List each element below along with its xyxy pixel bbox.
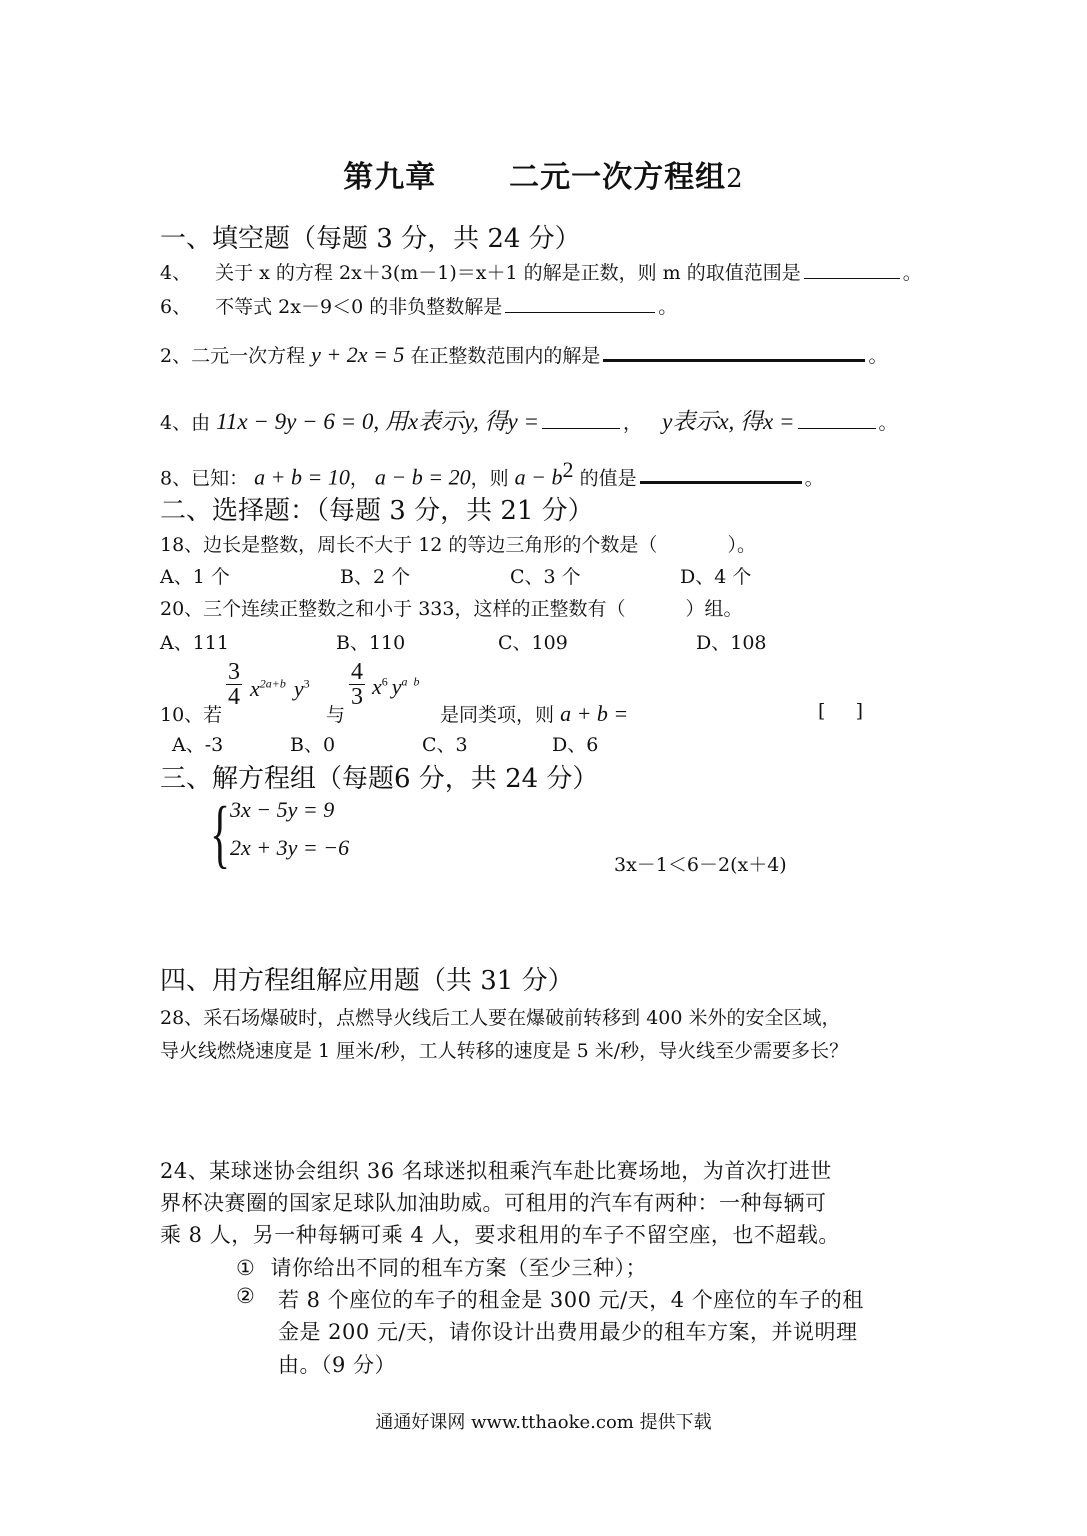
s2-question-1: 18、边长是整数，周长不大于 12 的等边三角形的个数是（ ）。 — [160, 534, 756, 556]
s4-q1-line-1: 28、采石场爆破时，点燃导火线后工人要在爆破前转移到 400 米外的安全区域， — [160, 1007, 841, 1029]
equation: y表示x, 得x = — [662, 409, 795, 434]
section4-heading: 四、用方程组解应用题（共 31 分） — [160, 966, 574, 996]
equation: a + b = 10 — [254, 464, 350, 490]
s1-question-4: 4、由 11x − 9y − 6 = 0, 用x表示y, 得y = ， y表示x, 得x = 。 — [160, 409, 898, 434]
answer-bracket[interactable]: [ ] — [818, 700, 864, 722]
s4-q2-line-2: 界杯决赛圈的国家足球队加油助威。可租用的汽车有两种：一种每辆可 — [160, 1191, 827, 1215]
s2-q1-option-b[interactable]: B、2 个 — [340, 566, 411, 588]
equation: a − b — [514, 464, 563, 490]
s4-sub-2-line-3: 由。（9 分） — [278, 1353, 397, 1377]
equation: y + 2x = 5 — [311, 342, 405, 367]
s4-sub-1: ① 请你给出不同的租车方案（至少三种）； — [236, 1256, 648, 1280]
s2-q3-suffix: 是同类项，则 a + b = — [440, 701, 629, 726]
s2-q3-option-c[interactable]: C、3 — [422, 734, 468, 756]
fraction-4-3: $\frac{4}{3}$ — [351, 659, 363, 710]
answer-blank[interactable] — [603, 340, 865, 362]
answer-blank[interactable] — [804, 259, 900, 279]
s1-question-5: 8、已知： a + b = 10， a − b = 20，则 $a - b^2$ 的值是 。 — [160, 457, 824, 490]
s2-question-2: 20、三个连续正整数之和小于 333，这样的正整数有（ ）组。 — [160, 598, 743, 620]
s4-q2-line-1: 24、某球迷协会组织 36 名球迷拟租乘汽车赴比赛场地，为首次打进世 — [160, 1159, 832, 1183]
equation: a − b = 20 — [374, 464, 471, 490]
s1-question-3: 2、二元一次方程 y + 2x = 5 在正整数范围内的解是 。 — [160, 342, 888, 367]
s2-q2-option-c[interactable]: C、109 — [498, 632, 568, 654]
answer-blank[interactable] — [640, 462, 802, 484]
s2-q3-option-a[interactable]: A、-3 — [172, 734, 224, 756]
inequality: 3x－1＜6－2(x＋4) — [614, 854, 787, 876]
s4-sub-2-mark: ② — [236, 1284, 256, 1308]
s4-sub-2-line-1: 若 8 个座位的车子的租金是 300 元/天，4 个座位的车子的租 — [278, 1288, 864, 1312]
title-topic: 二元一次方程组 — [509, 160, 727, 195]
s2-q1-option-c[interactable]: C、3 个 — [510, 566, 581, 588]
s2-q2-option-d[interactable]: D、108 — [696, 632, 767, 654]
s2-q3-option-b[interactable]: B、0 — [290, 734, 336, 756]
answer-blank[interactable] — [798, 409, 876, 429]
s4-sub-2-line-2: 金是 200 元/天，请你设计出费用最少的租车方案，并说明理 — [278, 1320, 858, 1344]
s2-q1-option-d[interactable]: D、4 个 — [680, 566, 752, 588]
equation: a + b = — [560, 701, 629, 726]
term-2: $x^6$ $y^{a b}$ — [372, 674, 420, 699]
s4-q2-line-3: 乘 8 人，另一种每辆可乘 4 人，要求租用的车子不留空座，也不超载。 — [160, 1223, 840, 1247]
s2-q1-option-a[interactable]: A、1 个 — [160, 566, 230, 588]
s2-question-3: 10、若 — [160, 704, 223, 726]
section3-heading: 三、解方程组（每题6 分，共 24 分） — [160, 764, 599, 794]
system-brace: { — [210, 792, 231, 876]
section1-heading: 一、填空题（每题 3 分，共 24 分） — [160, 224, 581, 254]
equation: 11x − 9y − 6 = 0, 用x表示y, 得y = — [216, 409, 540, 434]
s4-q1-line-2: 导火线燃烧速度是 1 厘米/秒，工人转移的速度是 5 米/秒，导火线至少需要多长？ — [160, 1040, 849, 1062]
s1-question-1: 4、 关于 x 的方程 2x＋3(m－1)＝x＋1 的解是正数，则 m 的取值范围是 。 — [160, 258, 922, 285]
system-equation-2: 2x + 3y = −6 — [230, 835, 350, 860]
s2-q2-option-b[interactable]: B、110 — [336, 632, 406, 654]
title-number: 2 — [726, 164, 744, 194]
title-chapter: 第九章 — [343, 160, 437, 195]
term-1: $x^{2a+b}$ $y^3$ — [250, 676, 310, 701]
s1-question-2: 6、 不等式 2x－9＜0 的非负整数解是 。 — [160, 292, 677, 319]
fraction-3-4: $\frac{3}{4}$ — [228, 659, 240, 710]
s2-q3-with: 与 — [326, 704, 346, 726]
system-equation-1: 3x − 5y = 9 — [230, 797, 335, 822]
footer-credit: 通通好课网 www.tthaoke.com 提供下载 — [375, 1412, 712, 1433]
answer-blank[interactable] — [542, 409, 620, 429]
section2-heading: 二、选择题：（每题 3 分，共 21 分） — [160, 496, 594, 526]
s2-q2-option-a[interactable]: A、111 — [160, 632, 229, 654]
answer-blank[interactable] — [505, 293, 655, 313]
s2-q3-option-d[interactable]: D、6 — [552, 734, 599, 756]
page-title — [0, 152, 1087, 196]
